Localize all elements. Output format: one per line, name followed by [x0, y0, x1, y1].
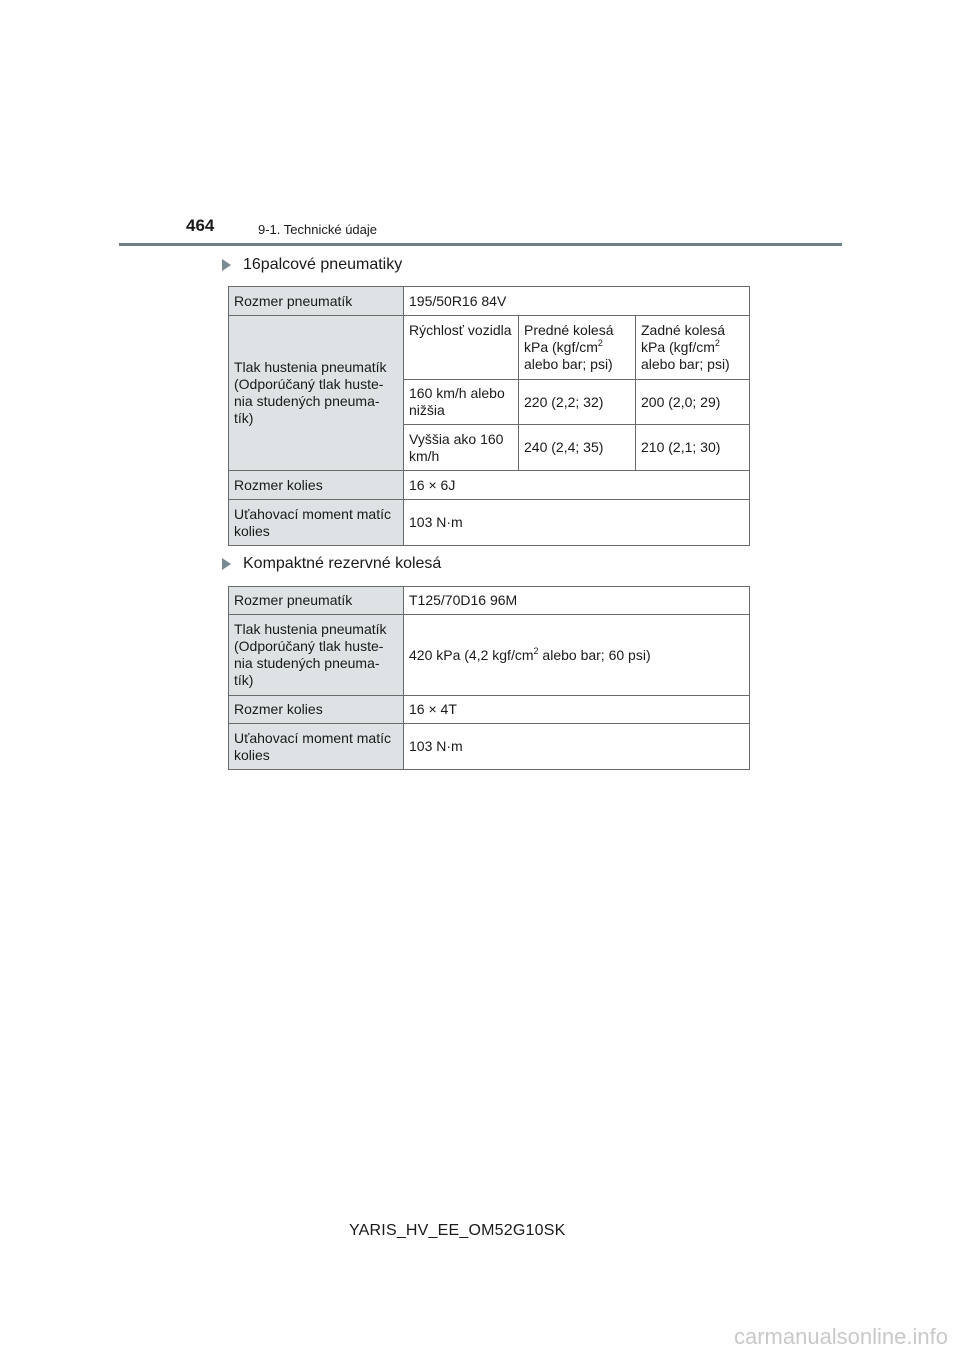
spare-torque-value: 103 N·m	[404, 724, 750, 770]
col-speed-header: Rýchlosť vozidla	[404, 316, 519, 380]
header-rule	[119, 243, 842, 246]
torque-label: Uťahovací moment matíc kolies	[229, 500, 404, 546]
col-front-header	[519, 316, 636, 380]
spare-pressure-value-tail: alebo bar; 60 psi)	[538, 646, 651, 663]
subhead-compact-spare	[222, 555, 441, 573]
triangle-bullet-icon	[222, 259, 231, 271]
section-title: 9-1. Technické údaje	[258, 222, 378, 237]
rear-pressure-low: 200 (2,0; 29)	[636, 380, 750, 425]
col-rear-header-sup: 2	[714, 338, 720, 348]
spare-pressure-value-sup: 2	[533, 645, 539, 656]
subhead-16inch-tires	[222, 256, 402, 274]
table-row	[229, 500, 750, 546]
triangle-bullet-icon	[222, 558, 231, 570]
front-pressure-high: 240 (2,4; 35)	[519, 425, 636, 471]
speed-high: Vyššia ako 160 km/h	[404, 425, 519, 471]
tire-size-value: 195/50R16 84V	[404, 287, 750, 316]
table-row	[229, 696, 750, 724]
table-row	[229, 615, 750, 696]
tire-spec-table-16inch	[228, 286, 750, 546]
col-rear-header	[636, 316, 750, 380]
tire-size-label: Rozmer pneumatík	[229, 287, 404, 316]
spare-pressure-label: Tlak hustenia pneumatík (Odporúčaný tlak huste-nia studených pneuma-tík)	[229, 615, 404, 696]
spare-tire-size-label: Rozmer pneumatík	[229, 587, 404, 615]
table-row	[229, 471, 750, 500]
wheel-size-value: 16 × 6J	[404, 471, 750, 500]
col-rear-header-tail: alebo bar; psi)	[641, 356, 730, 372]
table-row	[229, 587, 750, 615]
subhead-16inch-tires-text: 16palcové pneumatiky	[243, 256, 403, 273]
page-number: 464	[186, 216, 215, 235]
spare-wheel-size-label: Rozmer kolies	[229, 696, 404, 724]
spare-pressure-value-text: 420 kPa (4,2 kgf/cm	[409, 646, 534, 663]
subhead-compact-spare-text: Kompaktné rezervné kolesá	[243, 555, 442, 572]
table-row	[229, 287, 750, 316]
col-front-header-sup: 2	[597, 338, 603, 348]
spare-pressure-value	[404, 615, 750, 696]
tire-spec-table-spare	[228, 586, 750, 770]
tire-pressure-label: Tlak hustenia pneumatík (Odporúčaný tlak huste-nia studených pneuma-tík)	[229, 316, 404, 471]
spare-torque-label: Uťahovací moment matíc kolies	[229, 724, 404, 770]
speed-low: 160 km/h alebo nižšia	[404, 380, 519, 425]
table-row	[229, 724, 750, 770]
col-front-header-tail: alebo bar; psi)	[524, 356, 613, 372]
footer-document-code: YARIS_HV_EE_OM52G10SK	[349, 1222, 566, 1239]
front-pressure-low: 220 (2,2; 32)	[519, 380, 636, 425]
spare-tire-size-value: T125/70D16 96M	[404, 587, 750, 615]
wheel-size-label: Rozmer kolies	[229, 471, 404, 500]
col-front-header-text: Predné kolesá kPa (kgf/cm	[524, 322, 614, 355]
spare-wheel-size-value: 16 × 4T	[404, 696, 750, 724]
watermark: carmanualsonline.info	[733, 1324, 948, 1349]
col-rear-header-text: Zadné kolesá kPa (kgf/cm	[641, 322, 726, 355]
rear-pressure-high: 210 (2,1; 30)	[636, 425, 750, 471]
table-row	[229, 316, 750, 380]
torque-value: 103 N·m	[404, 500, 750, 546]
